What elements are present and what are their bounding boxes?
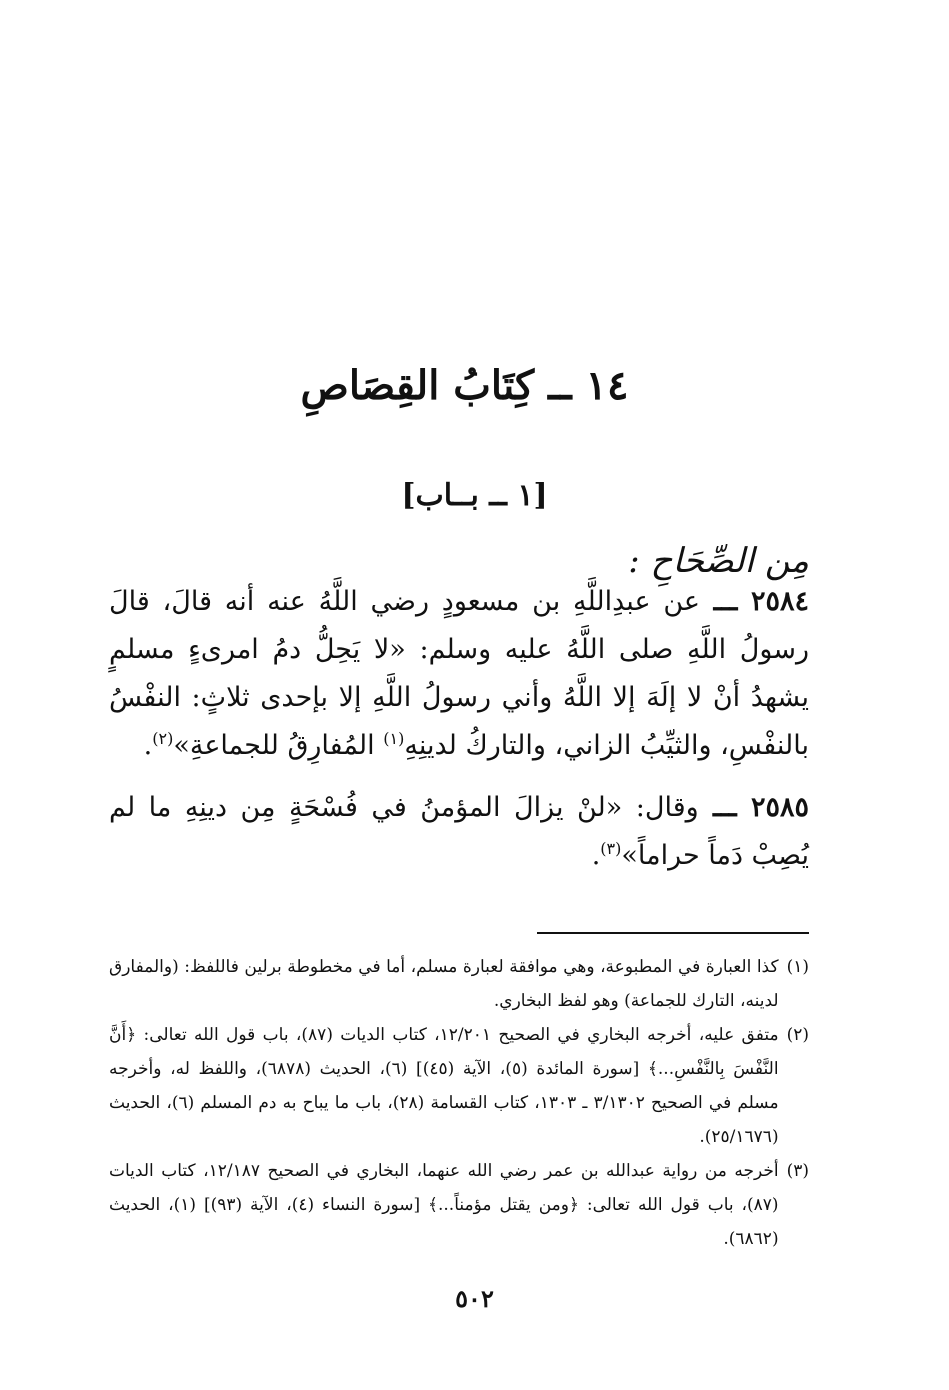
footnote-reference[interactable]: (١) — [383, 729, 405, 748]
hadith-text: وقال: «لنْ يزالَ المؤمنُ في فُسْحَةٍ مِن دينِهِ ما لم يُصِبْ دَماً حراماً» — [109, 792, 809, 871]
footnote-1 — [109, 950, 809, 1018]
hadith-end: . — [591, 840, 601, 871]
footnote-marker: (٢) — [786, 1025, 809, 1045]
footnote-text: متفق عليه، أخرجه البخاري في الصحيح ١٢/٢٠١، كتاب الديات (٨٧)، باب قول الله تعالى: ﴿أَنَّ النَّفْسَ بِالنَّفْسِ...﴾ [سورة المائدة (٥)، الآية (٤٥)] (٦)، الحديث (٦٨٧٨)، واللفظ له، وأخرجه مسلم في الصحيح ٣/١٣٠٢ ـ ١٣٠٣، كتاب القسامة (٢٨)، باب ما يباح به دم المسلم (٦)، الحديث (٢٥/١٦٧٦). — [109, 1025, 779, 1147]
footnote-reference[interactable]: (٢) — [152, 729, 174, 748]
hadith-text: المُفارِقُ للجماعةِ» — [173, 730, 384, 761]
footnote-marker: (١) — [786, 957, 809, 977]
from-sahih-heading: مِن الصِّحَاحِ : — [628, 541, 809, 581]
footnote-text: كذا العبارة في المطبوعة، وهي موافقة لعبارة مسلم، أما في مخطوطة برلين فاللفظ: (والمفارق لدينه، التارك للجماعة) وهو لفظ البخاري. — [109, 957, 779, 1011]
footnote-text: أخرجه من رواية عبدالله بن عمر رضي الله عنهما، البخاري في الصحيح ١٢/١٨٧، كتاب الديات (٨٧)، باب قول الله تعالى: ﴿ومن يقتل مؤمناً...﴾ [سورة النساء (٤)، الآية (٩٣)] (١)، الحديث (٦٨٦٢). — [109, 1161, 779, 1249]
section-heading: [١ ــ بــاب] — [401, 478, 548, 513]
footnote-divider — [537, 932, 809, 934]
footnote-3 — [109, 1154, 809, 1256]
footnote-reference[interactable]: (٣) — [600, 839, 622, 858]
hadith-dash: ـــ — [698, 792, 751, 823]
hadith-text: عن عبدِاللَّهِ بن مسعودٍ رضي اللَّهُ عنه أنه قالَ، قالَ رسولُ اللَّهِ صلى اللَّهُ عليه وسلم: «لا يَحِلُّ دمُ امرىءٍ مسلمٍ يشهدُ أنْ لا إلَهَ إلا اللَّهُ وأني رسولُ اللَّهِ إلا بإحدى ثلاثٍ: النفْسُ بالنفْسِ، والثيِّبُ الزاني، والتاركُ لدينِهِ — [109, 586, 809, 761]
footnote-marker: (٣) — [786, 1161, 809, 1181]
hadith-2584 — [109, 578, 809, 770]
hadith-end: . — [143, 730, 153, 761]
footnotes — [109, 950, 809, 1256]
hadith-number: ٢٥٨٥ — [751, 792, 810, 823]
chapter-title: ١٤ ــ كِتَابُ القِصَاصِ — [300, 362, 629, 409]
hadith-2585 — [109, 784, 809, 880]
hadith-number: ٢٥٨٤ — [750, 586, 809, 617]
footnote-2 — [109, 1018, 809, 1154]
hadith-dash: ـــ — [700, 586, 751, 617]
page-number: ٥٠٢ — [455, 1284, 494, 1313]
